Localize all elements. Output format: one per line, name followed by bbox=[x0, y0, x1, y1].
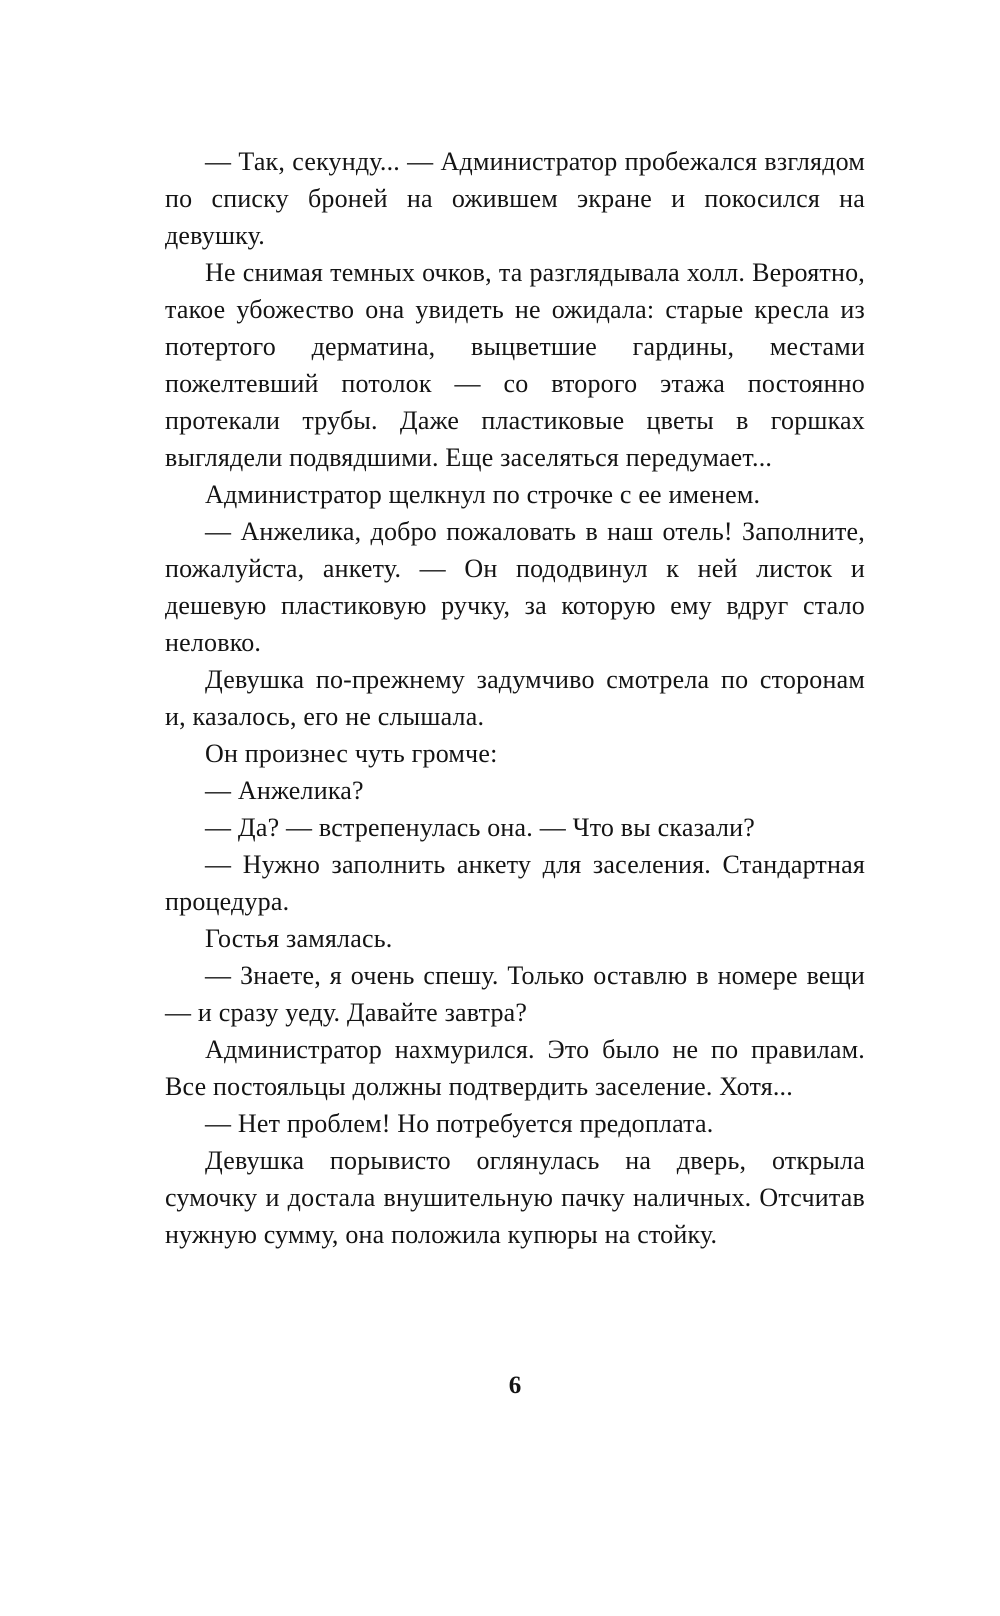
paragraph: — Знаете, я очень спешу. Только оставлю в номере вещи — и сразу уеду. Давайте завтра? bbox=[165, 961, 865, 1027]
paragraph: — Анжелика? bbox=[205, 776, 364, 805]
paragraph: — Так, секунду... — Администратор пробежался взглядом по списку броней на ожившем экране и покосился на девушку. bbox=[165, 147, 865, 250]
paragraph: Девушка порывисто оглянулась на дверь, открыла сумочку и достала внушительную пачку наличных. Отсчитав нужную сумму, она положила купюры на стойку. bbox=[165, 1146, 865, 1249]
paragraph: Девушка по-прежнему задумчиво смотрела по сторонам и, казалось, его не слышала. bbox=[165, 665, 865, 731]
paragraph: Гостья замялась. bbox=[205, 924, 393, 953]
paragraph: Администратор нахмурился. Это было не по правилам. Все постояльцы должны подтвердить заселение. Хотя... bbox=[165, 1035, 865, 1101]
page-text bbox=[165, 143, 865, 1253]
paragraph: Он произнес чуть громче: bbox=[205, 739, 498, 768]
paragraph: — Да? — встрепенулась она. — Что вы сказали? bbox=[205, 813, 756, 842]
paragraph: Администратор щелкнул по строчке с ее именем. bbox=[205, 480, 761, 509]
paragraph: — Нужно заполнить анкету для заселения. Стандартная процедура. bbox=[165, 850, 865, 916]
paragraph: Не снимая темных очков, та разглядывала холл. Вероятно, такое убожество она увидеть не ожидала: старые кресла из потертого дерматина, выцветшие гардины, местами пожелтевший потолок — со второго этажа постоянно протекали трубы. Даже пластиковые цветы в горшках выглядели подвядшими. Еще заселяться передумает... bbox=[165, 258, 865, 472]
page-number: 6 bbox=[508, 1372, 522, 1399]
paragraph: — Нет проблем! Но потребуется предоплата. bbox=[205, 1109, 714, 1138]
paragraph: — Анжелика, добро пожаловать в наш отель! Заполните, пожалуйста, анкету. — Он пододвинул к ней листок и дешевую пластиковую ручку, за которую ему вдруг стало неловко. bbox=[165, 517, 865, 657]
